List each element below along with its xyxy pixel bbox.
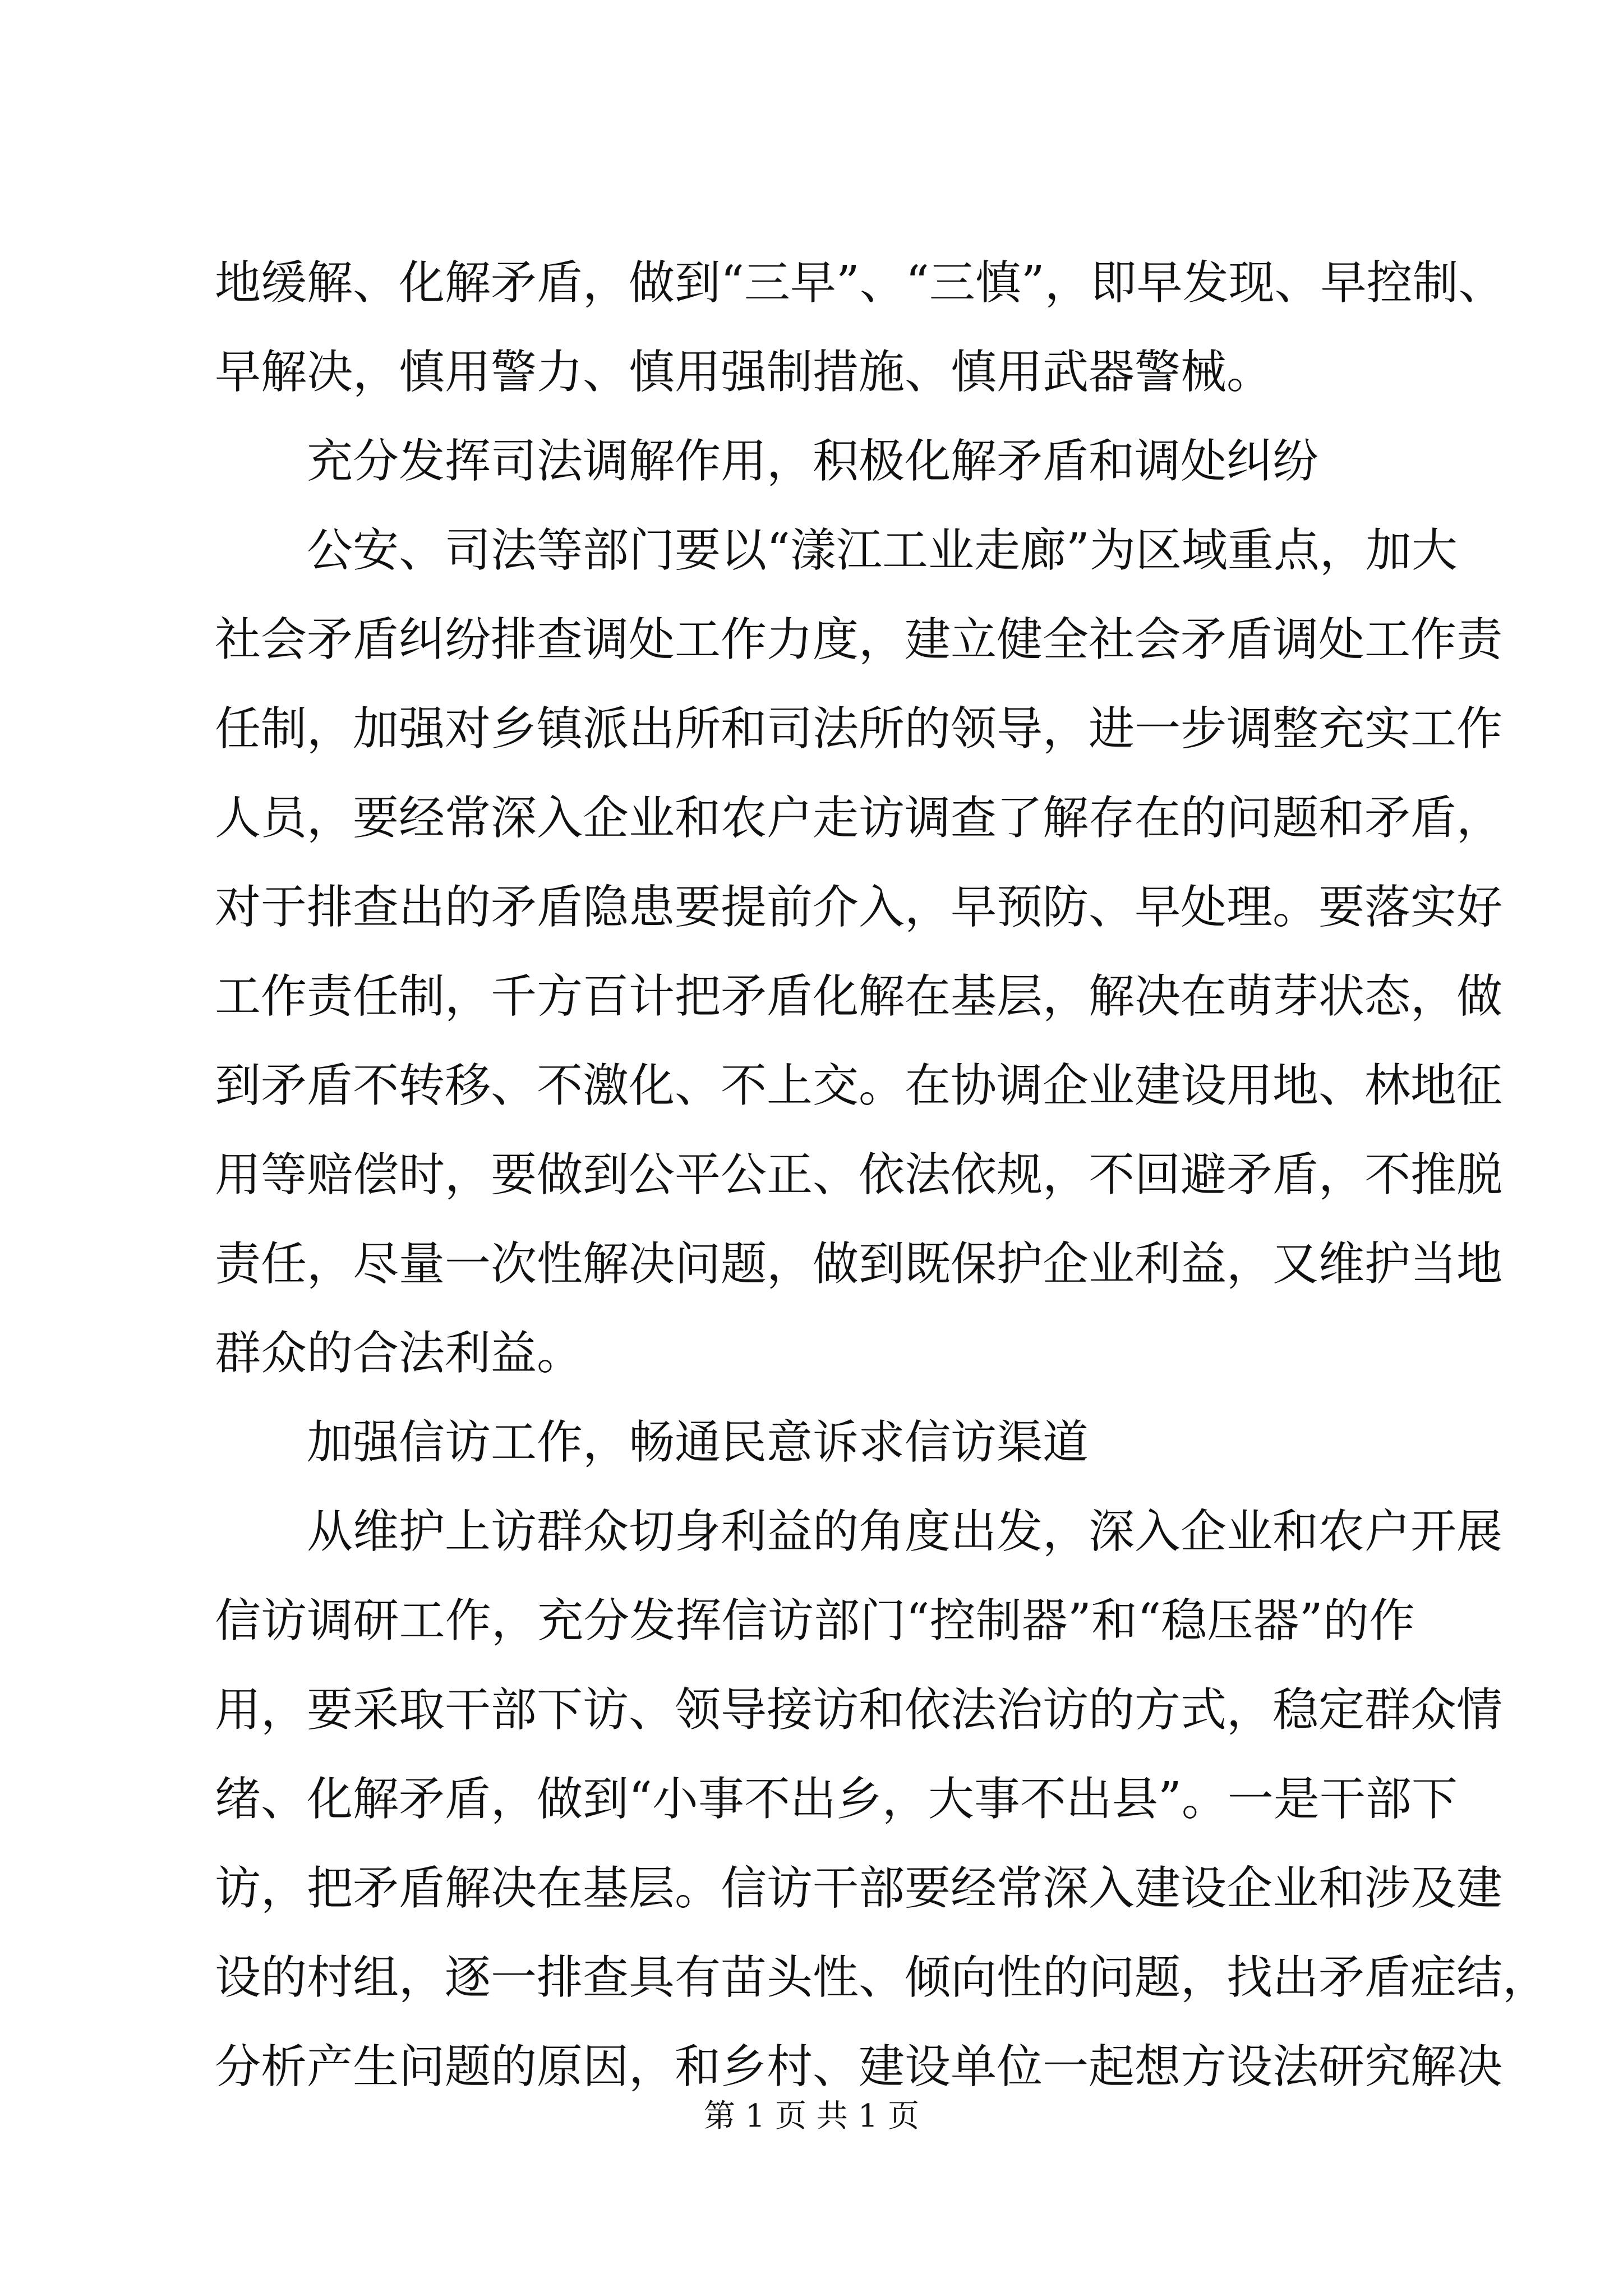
text-line: 用等赔偿时，要做到公平公正、依法依规，不回避矛盾，不推脱 (215, 1148, 1503, 1202)
paragraph-first-line: 公安、司法等部门要以“漾江工业走廊”为区域重点，加大 (307, 524, 1458, 577)
text-line: 地缓解、化解矛盾，做到“三早”、“三慎”，即早发现、早控制、 (215, 256, 1505, 310)
text-line: 群众的合法利益。 (215, 1327, 583, 1380)
text-line: 工作责任制，千方百计把矛盾化解在基层，解决在萌芽状态，做 (215, 970, 1503, 1023)
page-number-footer: 第 1 页 共 1 页 (703, 2098, 920, 2134)
paragraph-first-line: 从维护上访群众切身利益的角度出发，深入企业和农户开展 (307, 1505, 1503, 1558)
text-line: 责任，尽量一次性解决问题，做到既保护企业利益，又维护当地 (215, 1237, 1503, 1291)
text-line: 信访调研工作，充分发挥信访部门“控制器”和“稳压器”的作 (215, 1594, 1415, 1648)
text-line: 设的村组，逐一排查具有苗头性、倾向性的问题，找出矛盾症结， (215, 1951, 1549, 2004)
text-line: 任制，加强对乡镇派出所和司法所的领导，进一步调整充实工作 (215, 702, 1503, 756)
section-heading: 充分发挥司法调解作用，积极化解矛盾和调处纠纷 (307, 435, 1319, 488)
text-line: 到矛盾不转移、不激化、不上交。在协调企业建设用地、林地征 (215, 1059, 1503, 1112)
text-line: 社会矛盾纠纷排查调处工作力度，建立健全社会矛盾调处工作责 (215, 613, 1503, 666)
text-line: 绪、化解矛盾，做到“小事不出乡，大事不出县”。一是干部下 (215, 1773, 1458, 1826)
text-line: 分析产生问题的原因，和乡村、建设单位一起想方设法研究解决 (215, 2040, 1503, 2093)
text-line: 人员，要经常深入企业和农户走访调查了解存在的问题和矛盾， (215, 792, 1503, 845)
text-line: 访，把矛盾解决在基层。信访干部要经常深入建设企业和涉及建 (215, 1862, 1503, 1915)
text-line: 对于排查出的矛盾隐患要提前介入，早预防、早处理。要落实好 (215, 881, 1503, 934)
document-body (215, 256, 1549, 2133)
text-line: 早解决，慎用警力、慎用强制措施、慎用武器警械。 (215, 346, 1273, 399)
section-heading: 加强信访工作，畅通民意诉求信访渠道 (307, 1416, 1089, 1469)
text-line: 用，要采取干部下访、领导接访和依法治访的方式，稳定群众情 (215, 1683, 1503, 1737)
